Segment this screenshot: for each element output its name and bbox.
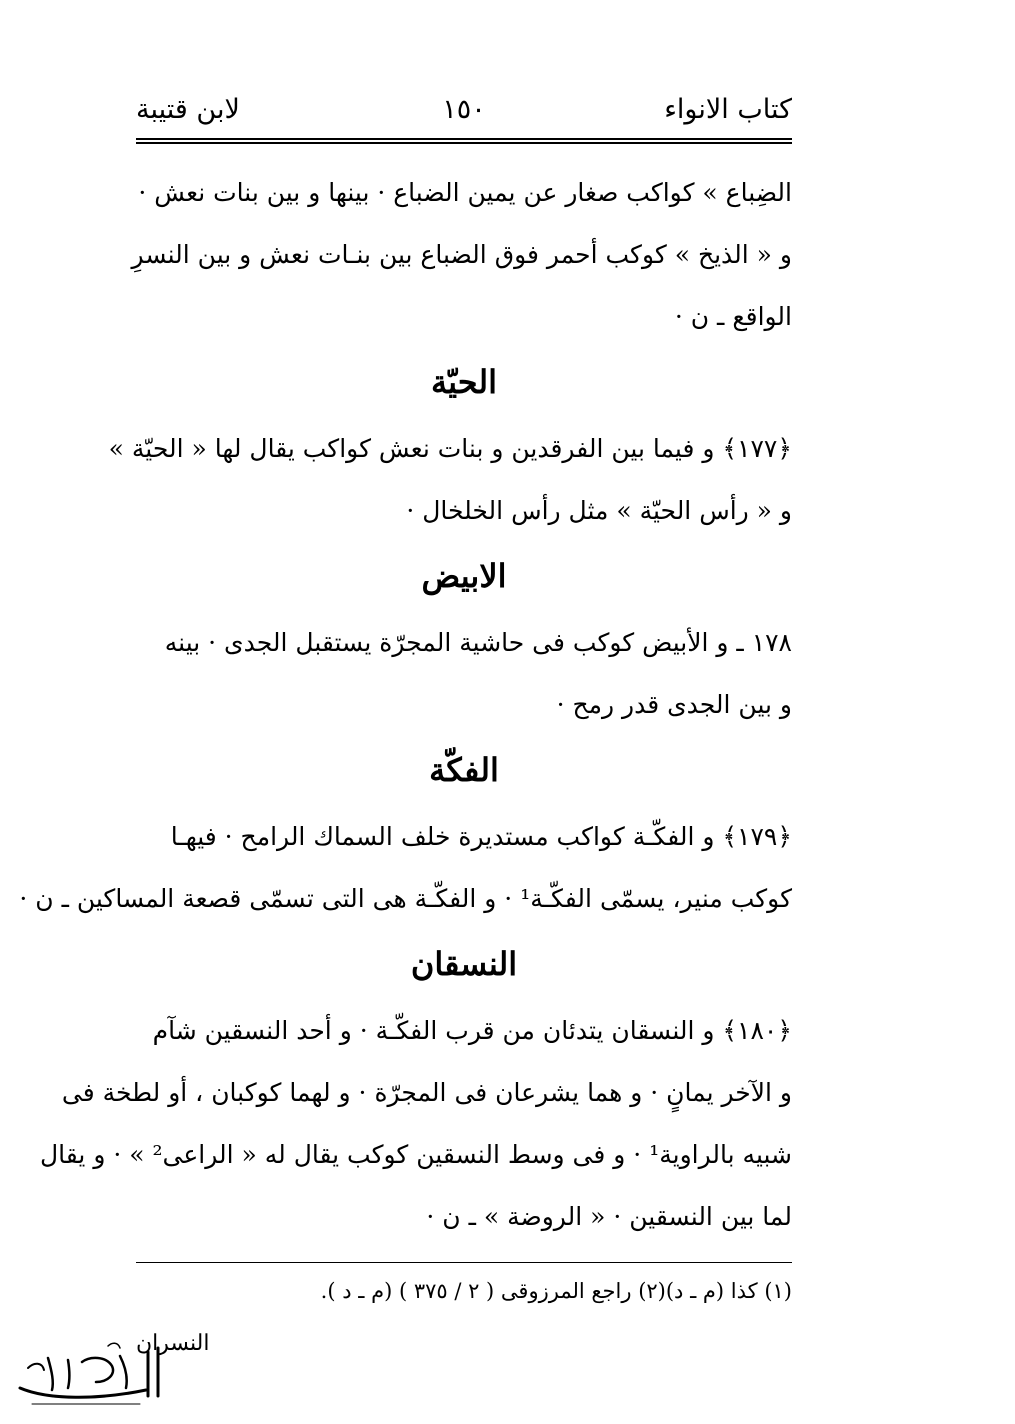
section-paragraph-nasaqan [39, 1000, 792, 1248]
paragraph-line: لما بين النسقين · « الروضة » ـ ن · [426, 1202, 792, 1231]
header-book-title: كتاب الانواء [664, 94, 792, 125]
section-paragraph-hayya [108, 418, 792, 542]
footnote-rule [136, 1262, 792, 1263]
intro-line: الواقع ـ ن · [674, 302, 792, 331]
section-heading-abyad: الابيض [421, 557, 507, 595]
section-heading-fakka: الفكّة [429, 751, 499, 789]
page-number: ١٥٠ [442, 94, 486, 125]
paragraph-line: ﴿١٧٧﴾ و فيما بين الفرقدين و بنات نعش كواكب يقال لها « الحيّة » [108, 434, 792, 463]
section-paragraph-fakka [19, 806, 792, 930]
section-heading-hayya: الحيّة [430, 363, 498, 401]
paragraph-line: ﴿١٧٩﴾ و الفكّـة كواكب مستديرة خلف السماك الرامح · فيهـا [170, 822, 792, 851]
paragraph-line: ١٧٨ ـ و الأبيض كوكب فى حاشية المجرّة يستقبل الجدى · بينه [164, 628, 792, 657]
section-paragraph-abyad [136, 612, 792, 736]
section-heading-nasaqan: النسقان [410, 945, 518, 983]
header-double-rule [136, 138, 792, 144]
footnote: (١) كذا (م ـ د)(٢) راجع المرزوقى ( ٢ / ٣٧٥ ) (م ـ د ). [320, 1279, 792, 1303]
paragraph-line: و بين الجدى قدر رمح · [556, 690, 792, 719]
paragraph-line: شبيه بالراوية¹ · و فى وسط النسقين كوكب يقال له « الراعى² » · و يقال [39, 1140, 792, 1169]
paragraph-line: ﴿١٨٠﴾ و النسقان يتدئان من قرب الفكّـة · و أحد النسقين شآم [152, 1016, 792, 1045]
catchword: النسران [136, 1331, 210, 1356]
paragraph-line: كوكب منير، يسمّى الفكّـة¹ · و الفكّـة هى التى تسمّى قصعة المساكين ـ ن · [19, 884, 792, 913]
intro-paragraph [131, 162, 792, 348]
header-author: لابن قتيبة [136, 94, 240, 125]
running-header [136, 88, 792, 138]
intro-line: الضِباع » كواكب صغار عن يمين الضباع · بينها و بين بنات نعش · [138, 178, 792, 207]
calligraphy-seal-logo [8, 1338, 168, 1414]
paragraph-line: و « رأس الحيّة » مثل رأس الخلخال · [406, 496, 792, 525]
paragraph-line: و الآخر يمانٍ · و هما يشرعان فى المجرّة · و لهما كوكبان ، أو لطخة فى [61, 1078, 792, 1107]
book-page [19, 88, 792, 1356]
intro-line: و « الذيخ » كوكب أحمر فوق الضباع بين بنـات نعش و بين النسرِ [131, 240, 792, 269]
